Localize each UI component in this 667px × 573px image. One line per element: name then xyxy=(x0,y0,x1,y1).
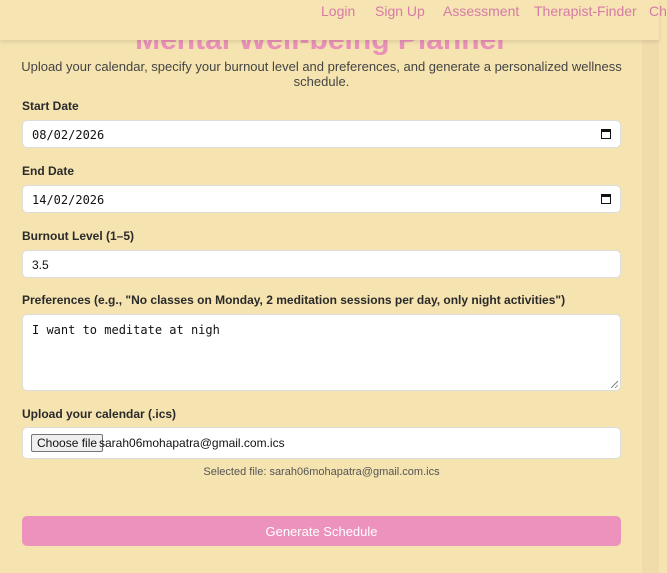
burnout-level-label: Burnout Level (1–5) xyxy=(22,229,135,243)
end-date-value: 14/02/2026 xyxy=(32,193,105,207)
preferences-value: I want to meditate at nigh xyxy=(32,323,220,337)
nav-link-sign-up[interactable]: Sign Up xyxy=(375,3,425,19)
preferences-textarea[interactable] xyxy=(22,314,621,391)
end-date-input[interactable] xyxy=(22,185,621,213)
scrollbar-track[interactable] xyxy=(642,0,659,573)
start-date-value: 08/02/2026 xyxy=(32,128,105,142)
calendar-file-input[interactable] xyxy=(22,427,621,459)
choose-file-button[interactable]: Choose file xyxy=(31,434,103,452)
burnout-level-value: 3.5 xyxy=(32,258,49,272)
calendar-icon[interactable] xyxy=(601,194,611,204)
nav-link-chat[interactable]: Ch xyxy=(649,3,667,19)
selected-file-text: Selected file: sarah06mohapatra@gmail.com.ics xyxy=(203,466,440,478)
generate-schedule-button[interactable]: Generate Schedule xyxy=(22,516,621,546)
resize-handle-icon[interactable] xyxy=(611,381,618,388)
preferences-label: Preferences (e.g., "No classes on Monday, 2 meditation sessions per day, only night activities") xyxy=(22,293,566,307)
page-subtitle: Upload your calendar, specify your burnout level and preferences, and generate a personalized wellness schedule. xyxy=(21,59,622,89)
end-date-label: End Date xyxy=(22,164,75,178)
start-date-label: Start Date xyxy=(22,99,79,113)
calendar-icon[interactable] xyxy=(601,129,611,139)
calendar-upload-label: Upload your calendar (.ics) xyxy=(22,407,177,421)
file-name: sarah06mohapatra@gmail.com.ics xyxy=(99,436,285,450)
navbar xyxy=(0,0,667,40)
start-date-input[interactable] xyxy=(22,120,621,148)
burnout-level-input[interactable] xyxy=(22,250,621,278)
nav-link-login[interactable]: Login xyxy=(321,3,356,19)
nav-link-assessment[interactable]: Assessment xyxy=(443,3,520,19)
nav-link-therapist-finder[interactable]: Therapist-Finder xyxy=(534,3,637,19)
